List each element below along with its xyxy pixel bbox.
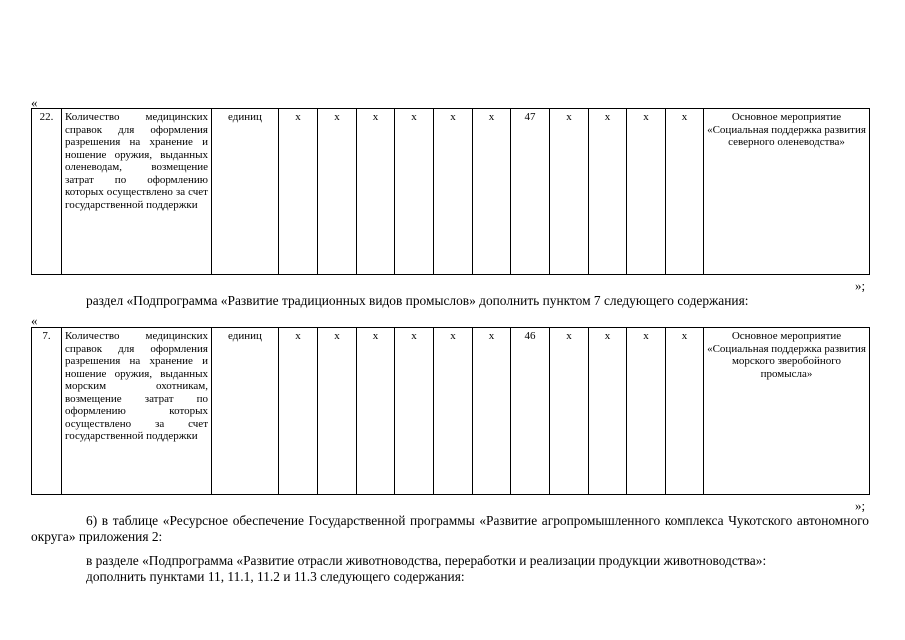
value-cell: х xyxy=(627,328,666,495)
paragraph-resource-table: 6) в таблице «Ресурсное обеспечение Государственной программы «Развитие агропромышленного комплекса Чукотского автономного округа» приложения 2: xyxy=(31,513,869,544)
value-cell: х xyxy=(473,109,511,275)
table-row xyxy=(32,328,870,495)
unit-cell: единиц xyxy=(212,109,279,275)
activity-cell: Основное мероприятие «Социальная поддержка развития северного оленеводства» xyxy=(704,109,870,275)
value-cell: х xyxy=(589,109,627,275)
value-cell: х xyxy=(627,109,666,275)
value-cell: х xyxy=(473,328,511,495)
close-quote-1: »; xyxy=(855,278,866,293)
row-number: 7. xyxy=(32,328,62,495)
value-cell: х xyxy=(395,328,434,495)
value-cell: х xyxy=(550,328,589,495)
value-cell: х xyxy=(318,109,357,275)
open-quote-1: « xyxy=(31,95,38,110)
paragraph-livestock-section: в разделе «Подпрограмма «Развитие отрасли животноводства, переработки и реализации продукции животноводства»: xyxy=(86,553,767,568)
value-cell: х xyxy=(666,328,704,495)
table-row xyxy=(32,109,870,275)
close-quote-2: »; xyxy=(855,498,866,513)
indicator-table-1 xyxy=(31,108,870,275)
value-cell: х xyxy=(550,109,589,275)
value-cell: х xyxy=(357,328,395,495)
value-cell: х xyxy=(395,109,434,275)
value-cell: х xyxy=(434,109,473,275)
paragraph-section-crafts: раздел «Подпрограмма «Развитие традиционных видов промыслов» дополнить пунктом 7 следующего содержания: xyxy=(86,293,749,308)
paragraph-add-items: дополнить пунктами 11, 11.1, 11.2 и 11.3 следующего содержания: xyxy=(86,569,465,584)
value-cell: 47 xyxy=(511,109,550,275)
indicator-name: Количество медицинских справок для оформления разрешения на хранение и ношение оружия, выданных оленеводам, возмещение затрат по оформлению которых осуществлено за счет государственной поддержки xyxy=(62,109,212,275)
value-cell: х xyxy=(318,328,357,495)
activity-cell: Основное мероприятие «Социальная поддержка развития морского зверобойного промысла» xyxy=(704,328,870,495)
indicator-name: Количество медицинских справок для оформления разрешения на хранение и ношение оружия, выданных морским охотникам, возмещение затрат по оформлению которых осуществлено за счет государственной поддержки xyxy=(62,328,212,495)
value-cell: х xyxy=(666,109,704,275)
value-cell: х xyxy=(434,328,473,495)
indicator-table-2 xyxy=(31,327,870,495)
value-cell: х xyxy=(279,109,318,275)
value-cell: 46 xyxy=(511,328,550,495)
row-number: 22. xyxy=(32,109,62,275)
value-cell: х xyxy=(279,328,318,495)
value-cell: х xyxy=(357,109,395,275)
unit-cell: единиц xyxy=(212,328,279,495)
value-cell: х xyxy=(589,328,627,495)
open-quote-2: « xyxy=(31,313,38,328)
